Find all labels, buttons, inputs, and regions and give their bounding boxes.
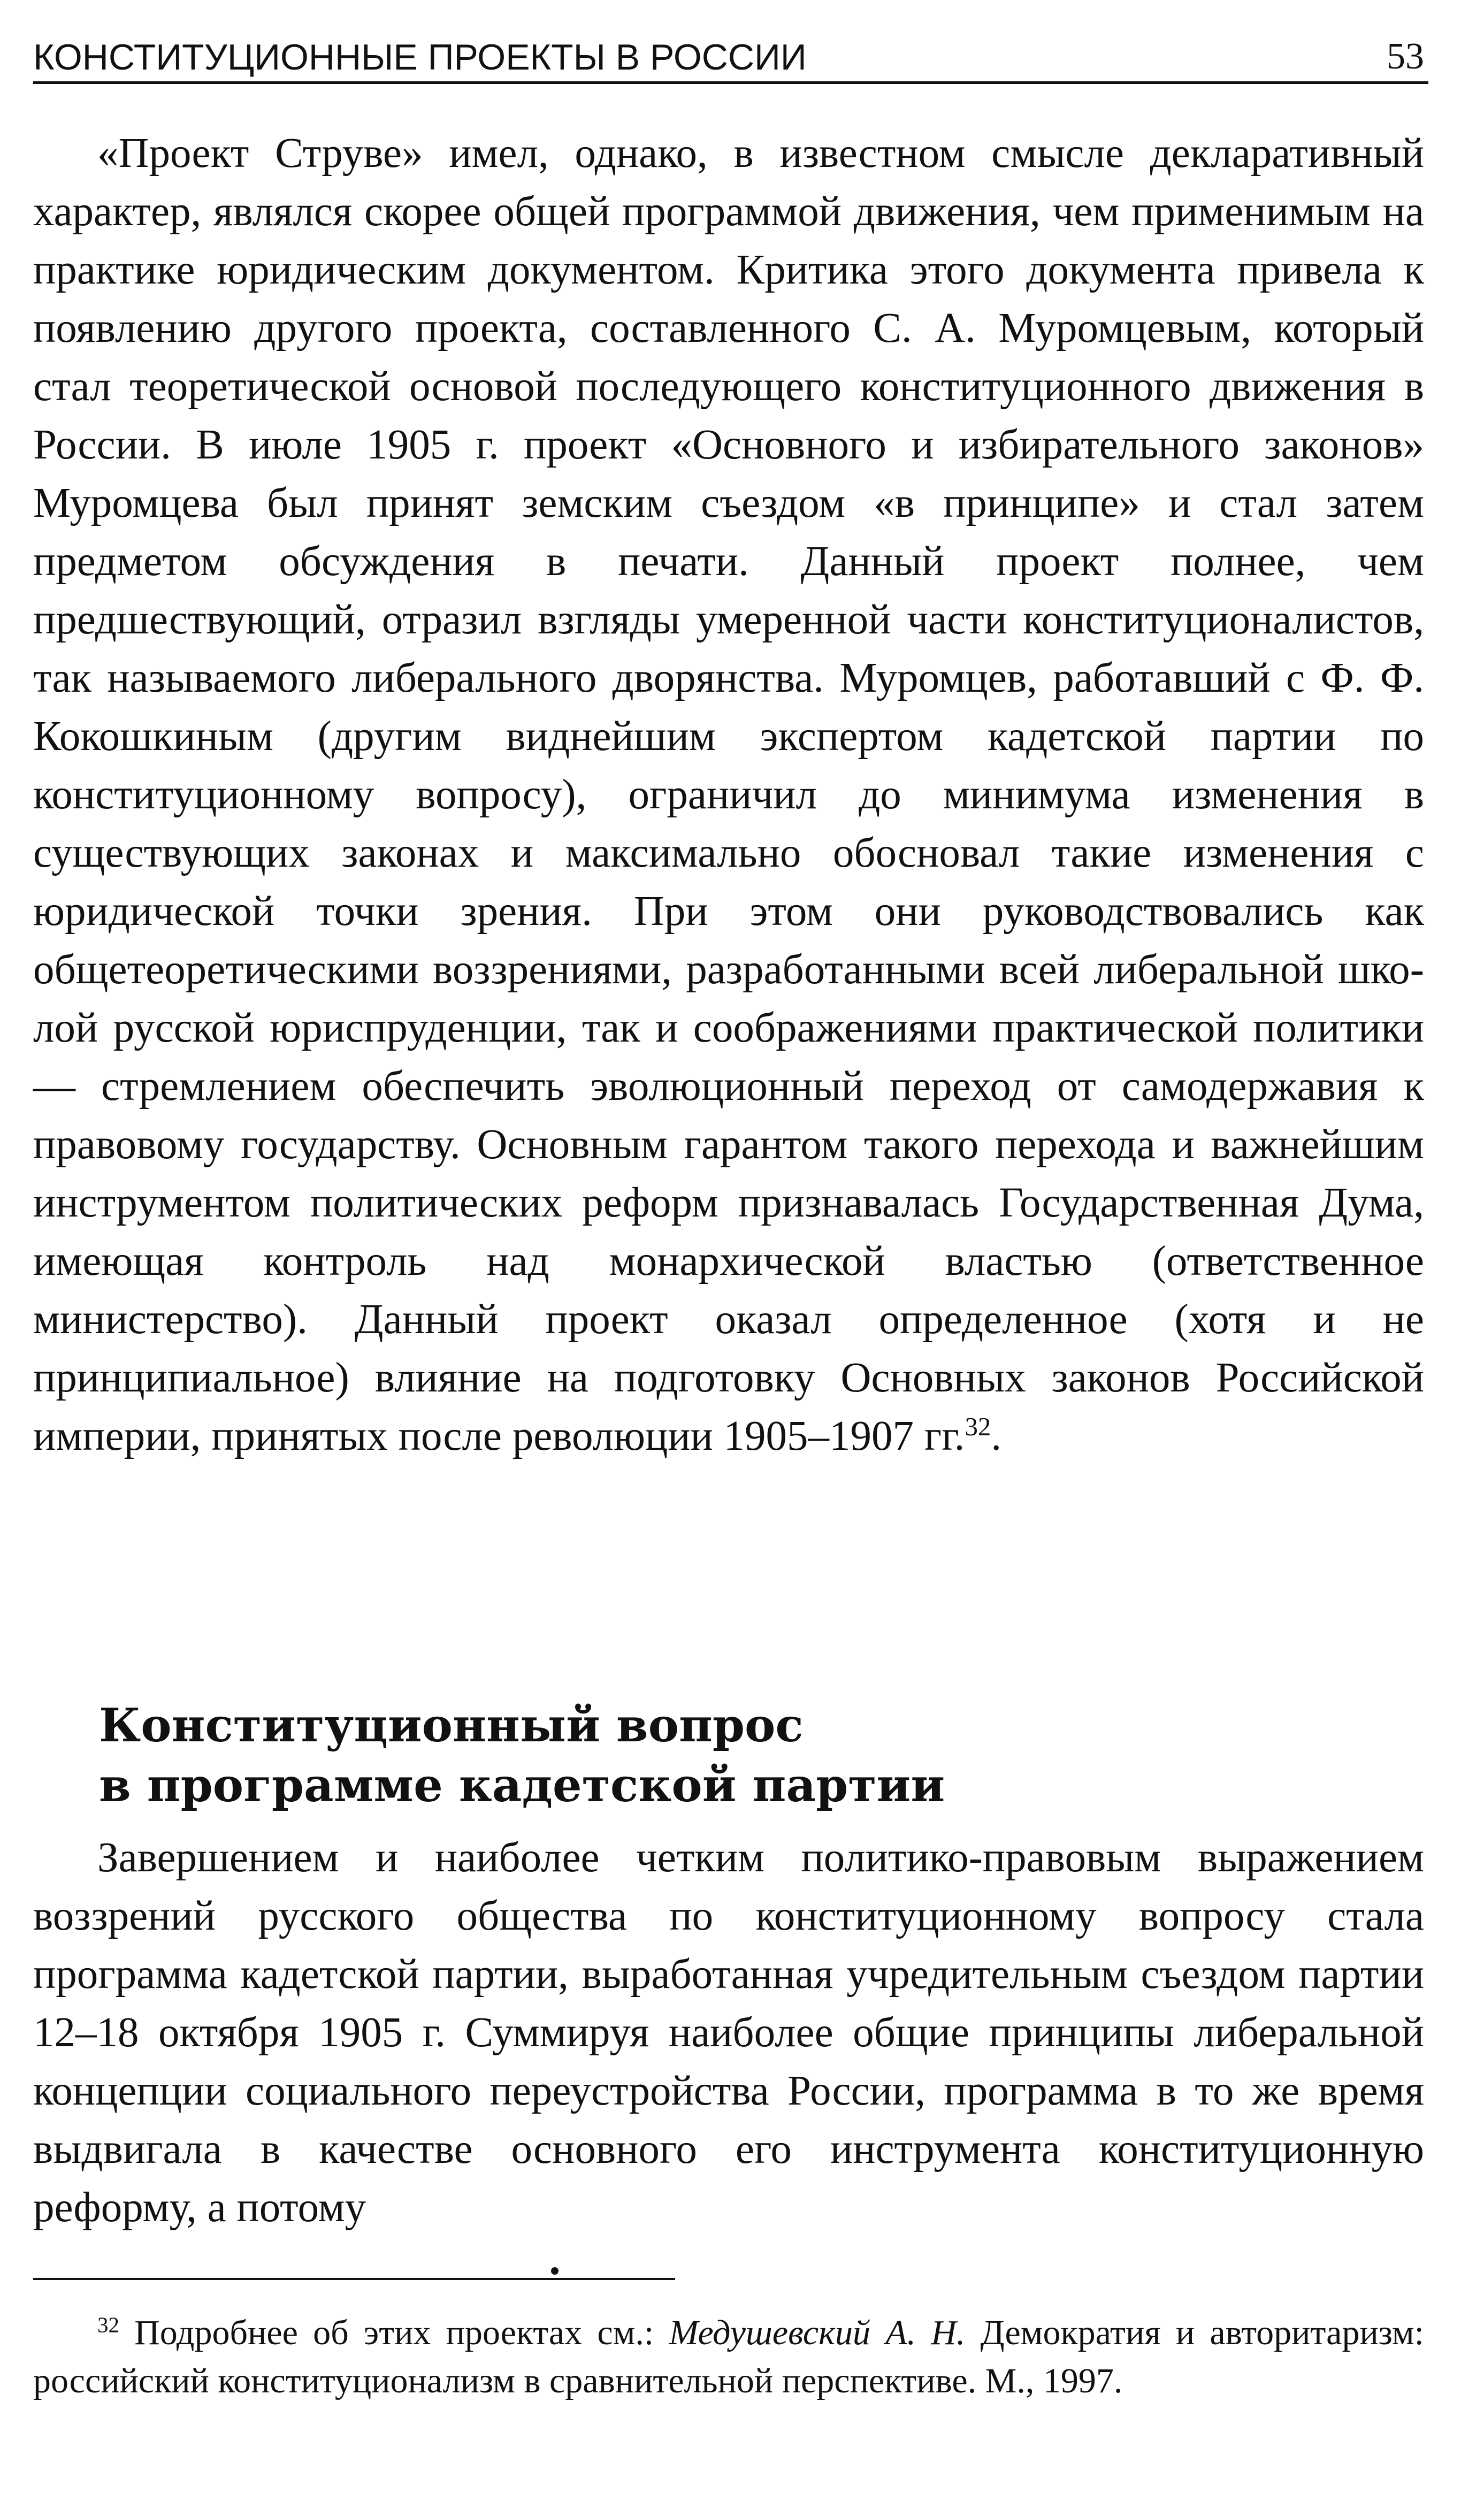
footnote-author: Медушевский А. Н. bbox=[669, 2313, 966, 2352]
footnote-citation: Демократия и авторитаризм: российский конституционализм в сравнительной перспективе. М., 1997. bbox=[33, 2313, 1425, 2400]
page-number: 53 bbox=[1387, 36, 1424, 77]
section-heading bbox=[99, 1696, 1424, 1816]
footnote bbox=[33, 2309, 1424, 2405]
paragraph-2 bbox=[33, 1829, 1424, 2237]
section-heading-line-1: Конституционный вопрос bbox=[99, 1699, 804, 1753]
paragraph-1-ending: . bbox=[991, 1413, 1002, 1459]
footnote-rule-mark bbox=[551, 2267, 559, 2275]
paragraph-1-body: «Проект Струве» имел, однако, в известном смысле декларативный характер, являлся скорее общей программой движения, чем применимым на практике юридическим документом. Критика этого документа привела к появлению другого проекта, составленного С. А. Муромцевым, который стал теоретической основой последующего конституционного движения в России. В июле 1905 г. проект «Основного и избирательного законов» Муромцева был принят земским съездом «в принципе» и стал затем предметом обсуждения в печати. Данный проект полнее, чем предшествующий, отразил взгляды умеренной части конституционалистов, так называемого либерального дворянства. Муромцев, работавший с Ф. Ф. Кокошкиным (другим виднейшим экспертом кадетской партии по конституционному вопросу), ограничил до минимума изменения в существующих законах и максимально обосновал такие изменения с юридической точки зрения. При этом они руководствовались как общетеоретическими воззрениями, разработанными всей либеральной школой русской юриспруденции, так и соображениями практической политики — стремлением обеспечить эволюционный переход от самодержавия к правовому государству. Основным гарантом такого перехода и важнейшим инструментом политических реформ признавалась Государственная Дума, имеющая контроль над монархической властью (ответственное министерство). Данный проект оказал определенное (хотя и не принципиальное) влияние на подготовку Основных законов Российской империи, принятых после революции 1905–1907 гг. bbox=[33, 130, 1424, 1459]
footnote-rule bbox=[33, 2278, 675, 2280]
section-heading-line-2: в программе кадетской партии bbox=[99, 1758, 945, 1812]
header-rule bbox=[33, 81, 1428, 84]
footnote-number: 32 bbox=[97, 2313, 119, 2337]
footnote-lead: Подробнее об этих проектах см.: bbox=[119, 2313, 669, 2352]
running-header bbox=[33, 19, 1424, 78]
footnote-reference[interactable]: 32 bbox=[965, 1412, 991, 1442]
footnote-text bbox=[33, 2309, 1424, 2405]
paragraph-1 bbox=[33, 124, 1424, 1465]
running-title: КОНСТИТУЦИОННЫЕ ПРОЕКТЫ В РОССИИ bbox=[33, 37, 807, 78]
paragraph-2-text: Завершением и наиболее четким политико-правовым выражением воззрений русского общества по конституционному вопросу стала программа кадетской партии, выработанная учредительным съездом партии 12–18 октября 1905 г. Суммируя наиболее общие принципы либеральной концепции социального переустройства России, программа в то же время выдвигала в качестве основного его инструмента конституционную реформу, а потому bbox=[33, 1834, 1424, 2231]
paragraph-1-text bbox=[33, 124, 1424, 1465]
